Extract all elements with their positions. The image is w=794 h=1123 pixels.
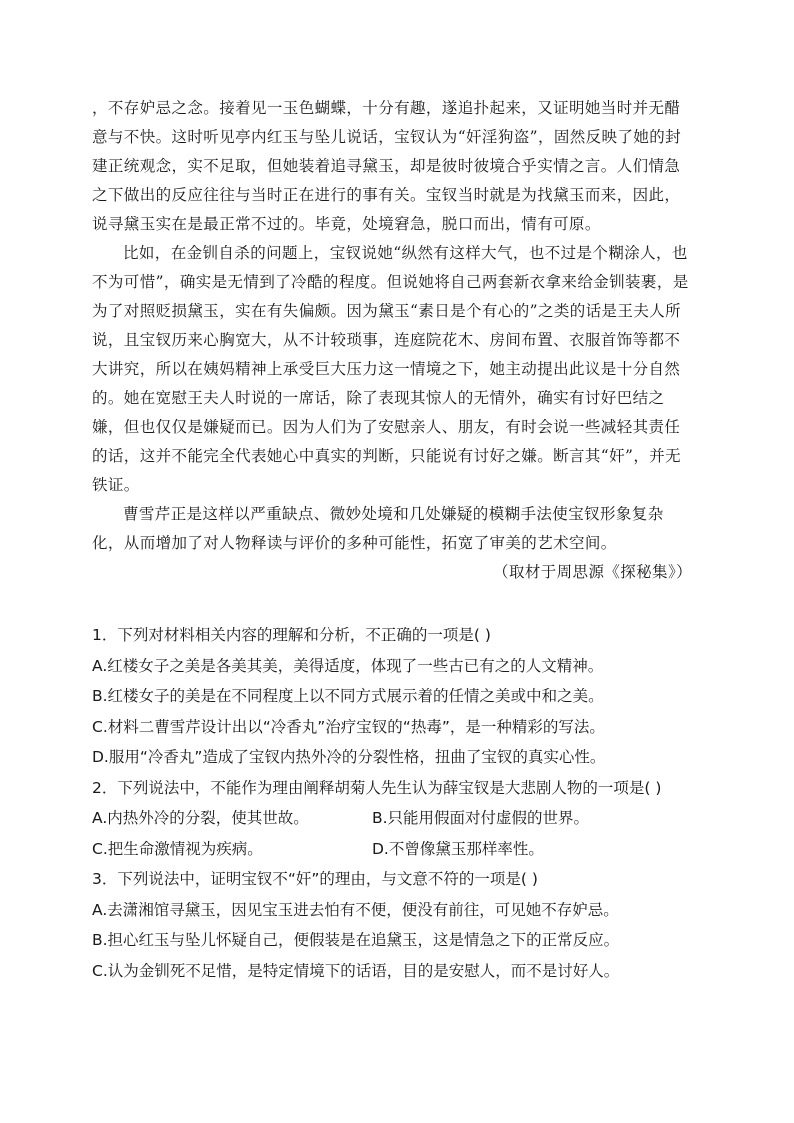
passage-source: （取材于周思源《探秘集》） [493, 563, 692, 581]
option-d: D.服用“冷香丸”造成了宝钗内热外冷的分裂性格，扭曲了宝钗的真实心性。 [92, 748, 606, 766]
reading-passage [92, 94, 692, 587]
question-3 [92, 864, 702, 986]
question-stem: 2．下列说法中，不能作为理由阐释胡菊人先生认为薛宝钗是大悲剧人物的一项是( ) [92, 778, 662, 797]
question-stem: 1．下列对材料相关内容的理解和分析，不正确的一项是( ) [92, 626, 491, 644]
option-a: A.内热外冷的分裂，使其世故。 [92, 809, 309, 827]
option-c: C.把生命激情视为疾病。 [92, 839, 263, 858]
passage-paragraph: ，不存妒忌之念。接着见一玉色蝴蝶，十分有趣，遂追扑起来，又证明她当时并无醋意与不快。这时听见亭内红玉与坠儿说话，宝钗认为“奸淫狗盗”，固然反映了她的封建正统观念，实不足取，但她装着追寻黛玉，却是彼时彼境合乎实情之言。人们情急之下做出的反应往往与当时正在进行的事有关。宝钗当时就是为找黛玉而来，因此，说寻黛玉实在是最正常不过的。毕竟，处境窘急，脱口而出，情有可原。 [92, 99, 682, 233]
question-1 [92, 620, 702, 773]
option-d: D.不曾像黛玉那样率性。 [372, 839, 544, 858]
passage-paragraph: 曹雪芹正是这样以严重缺点、微妙处境和几处嫌疑的模糊手法使宝钗形象复杂化，从而增加了对人物释读与评价的多种可能性，拓宽了审美的艺术空间。 [92, 505, 664, 552]
passage-paragraph: 比如，在金钏自杀的问题上，宝钗说她“纵然有这样大气，也不过是个糊涂人，也不为可惜”，确实是无情到了冷酷的程度。但说她将自己两套新衣拿来给金钏装裹，是为了对照贬损黛玉，实在有失偏颇。因为黛玉“素日是个有心的”之类的话是王夫人所说，且宝钗历来心胸宽大，从不计较琐事，连庭院花木、房间布置、衣服首饰等都不大讲究，所以在姨妈精神上承受巨大压力这一情境之下，她主动提出此议是十分自然的。她在宽慰王夫人时说的一席话，除了表现其惊人的无情外，确实有讨好巴结之嫌，但也仅仅是嫌疑而已。因为人们为了安慰亲人、朋友，有时会说一些减轻其责任的话，这并不能完全代表她心中真实的判断，只能说有讨好之嫌。断言其“奸”，并无铁证。 [92, 244, 689, 494]
option-b: B.红楼女子的美是在不同程度上以不同方式展示着的任情之美或中和之美。 [92, 687, 604, 705]
question-2 [92, 773, 702, 865]
option-c: C.材料二曹雪芹设计出以“冷香丸”治疗宝钗的“热毒”，是一种精彩的写法。 [92, 717, 605, 736]
question-list [92, 620, 702, 986]
option-a: A.去潇湘馆寻黛玉，因见宝玉进去怕有不便，便没有前往，可见她不存妒忌。 [92, 900, 619, 919]
option-row [92, 834, 702, 865]
option-a: A.红楼女子之美是各美其美，美得适度，体现了一些古已有之的人文精神。 [92, 656, 604, 675]
option-row [92, 803, 702, 834]
question-stem: 3．下列说法中，证明宝钗不“奸”的理由，与文意不符的一项是( ) [92, 870, 538, 888]
option-b: B.担心红玉与坠儿怀疑自己，便假装是在追黛玉，这是情急之下的正常反应。 [92, 931, 620, 949]
option-c: C.认为金钏死不足惜，是特定情境下的话语，目的是安慰人，而不是讨好人。 [92, 961, 620, 980]
option-b: B.只能用假面对付虚假的世界。 [372, 809, 590, 827]
